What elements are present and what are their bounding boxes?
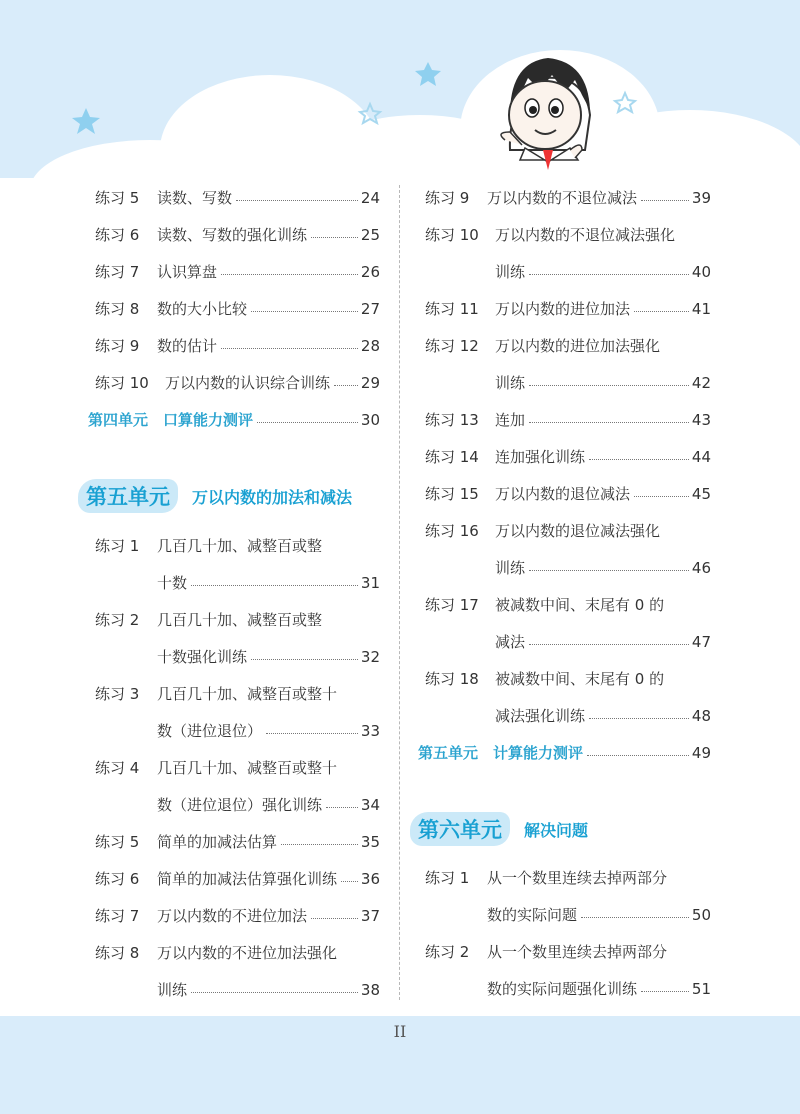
entry-title-cont: 数的实际问题强化训练 [487, 980, 638, 998]
entry-page: 39 [691, 189, 711, 207]
toc-entry-line1[interactable] [95, 534, 380, 558]
entry-title: 万以内数的不进位加法强化 [157, 944, 338, 962]
entry-title-cont: 训练 [495, 559, 526, 577]
entry-page: 36 [360, 870, 380, 888]
toc-entry[interactable] [425, 186, 711, 210]
entry-label: 练习 7 [95, 907, 140, 925]
entry-title: 第五单元 计算能力测评 [418, 744, 584, 762]
entry-title: 万以内数的进位加法 [495, 300, 631, 318]
leader-dots [266, 719, 358, 734]
entry-label: 练习 11 [425, 300, 479, 318]
entry-page: 33 [360, 722, 380, 740]
toc-entry[interactable] [95, 867, 380, 891]
toc-entry-line2[interactable] [495, 630, 711, 654]
toc-entry[interactable] [95, 904, 380, 928]
leader-dots [529, 630, 689, 645]
toc-entry-line1[interactable] [425, 593, 711, 617]
entry-page: 41 [691, 300, 711, 318]
entry-title: 认识算盘 [157, 263, 218, 281]
toc-entry-line2[interactable] [487, 903, 711, 927]
entry-page: 43 [691, 411, 711, 429]
toc-entry-line1[interactable] [95, 682, 380, 706]
entry-title: 简单的加减法估算 [157, 833, 278, 851]
leader-dots [191, 571, 358, 586]
entry-label: 练习 14 [425, 448, 479, 466]
toc-entry-line2[interactable] [487, 977, 711, 1001]
entry-title-cont: 十数强化训练 [157, 648, 248, 666]
entry-label: 练习 2 [95, 611, 140, 629]
entry-page: 51 [691, 980, 711, 998]
toc-entry-line2[interactable] [157, 719, 380, 743]
toc-entry-line2[interactable] [157, 571, 380, 595]
entry-title: 被减数中间、末尾有 0 的 [495, 670, 665, 688]
toc-entry-line2[interactable] [495, 556, 711, 580]
toc-entry-line1[interactable] [425, 334, 711, 358]
entry-title: 几百几十加、减整百或整 [157, 537, 323, 555]
leader-dots [334, 371, 358, 386]
entry-page: 32 [360, 648, 380, 666]
leader-dots [587, 741, 689, 756]
entry-label: 练习 5 [95, 189, 140, 207]
toc-entry[interactable] [95, 186, 380, 210]
entry-title-cont: 减法 [495, 633, 526, 651]
entry-label: 练习 12 [425, 337, 479, 355]
entry-page: 45 [691, 485, 711, 503]
leader-dots [221, 260, 358, 275]
entry-label: 练习 1 [425, 869, 470, 887]
entry-label: 练习 1 [95, 537, 140, 555]
entry-title: 万以内数的不退位减法强化 [495, 226, 676, 244]
toc-entry-line1[interactable] [425, 866, 711, 890]
entry-label: 练习 5 [95, 833, 140, 851]
entry-page: 49 [691, 744, 711, 762]
entry-title: 万以内数的不进位加法 [157, 907, 308, 925]
entry-page: 38 [360, 981, 380, 999]
entry-title: 连加强化训练 [495, 448, 586, 466]
toc-entry[interactable] [95, 830, 380, 854]
entry-label: 练习 16 [425, 522, 479, 540]
entry-title: 数的大小比较 [157, 300, 248, 318]
leader-dots [581, 903, 689, 918]
unit-title: 解决问题 [524, 820, 589, 840]
entry-page: 30 [360, 411, 380, 429]
leader-dots [641, 186, 689, 201]
entry-title: 被减数中间、末尾有 0 的 [495, 596, 665, 614]
leader-dots [529, 371, 689, 386]
entry-title: 第四单元 口算能力测评 [88, 411, 254, 429]
toc-entry-line2[interactable] [495, 260, 711, 284]
entry-title: 几百几十加、减整百或整十 [157, 759, 338, 777]
entry-title-cont: 训练 [157, 981, 188, 999]
toc-entry-line2[interactable] [157, 793, 380, 817]
entry-page: 31 [360, 574, 380, 592]
unit-badge: 第六单元 [410, 812, 510, 846]
toc-entry[interactable] [425, 482, 711, 506]
toc-entry-line1[interactable] [425, 940, 711, 964]
entry-title-cont: 十数 [157, 574, 188, 592]
leader-dots [326, 793, 358, 808]
toc-entry[interactable] [425, 445, 711, 469]
unit-badge: 第五单元 [78, 479, 178, 513]
leader-dots [236, 186, 358, 201]
toc-entry[interactable] [95, 297, 380, 321]
toc-entry-line1[interactable] [95, 941, 380, 965]
entry-title: 读数、写数 [157, 189, 233, 207]
toc-entry[interactable] [425, 408, 711, 432]
leader-dots [641, 977, 689, 992]
leader-dots [634, 297, 689, 312]
entry-label: 练习 9 [425, 189, 470, 207]
leader-dots [529, 556, 689, 571]
leader-dots [529, 260, 689, 275]
entry-page: 34 [360, 796, 380, 814]
toc-entry-line2[interactable] [495, 371, 711, 395]
entry-page: 26 [360, 263, 380, 281]
entry-label: 练习 9 [95, 337, 140, 355]
toc-entry[interactable] [95, 334, 380, 358]
leader-dots [251, 297, 358, 312]
entry-page: 28 [360, 337, 380, 355]
entry-page: 47 [691, 633, 711, 651]
entry-page: 27 [360, 300, 380, 318]
toc-entry-line1[interactable] [425, 519, 711, 543]
entry-title: 简单的加减法估算强化训练 [157, 870, 338, 888]
toc-entry[interactable] [95, 260, 380, 284]
entry-title: 万以内数的认识综合训练 [165, 374, 331, 392]
toc-entry-line1[interactable] [425, 667, 711, 691]
leader-dots [311, 223, 358, 238]
entry-title: 从一个数里连续去掉两部分 [487, 869, 668, 887]
entry-label: 练习 6 [95, 226, 140, 244]
toc-entry-line2[interactable] [157, 645, 380, 669]
unit-title: 万以内数的加法和减法 [192, 487, 353, 507]
entry-page: 29 [360, 374, 380, 392]
entry-page: 48 [691, 707, 711, 725]
entry-title: 几百几十加、减整百或整 [157, 611, 323, 629]
leader-dots [311, 904, 358, 919]
entry-title-cont: 训练 [495, 263, 526, 281]
toc-entry-line2[interactable] [495, 704, 711, 728]
entry-page: 25 [360, 226, 380, 244]
leader-dots [191, 978, 358, 993]
entry-label: 练习 2 [425, 943, 470, 961]
leader-dots [251, 645, 358, 660]
entry-label: 练习 6 [95, 870, 140, 888]
unit5-heading [78, 478, 352, 514]
leader-dots [589, 704, 689, 719]
toc-entry-line2[interactable] [157, 978, 380, 1002]
entry-label: 练习 18 [425, 670, 479, 688]
entry-page: 44 [691, 448, 711, 466]
entry-title: 万以内数的退位减法 [495, 485, 631, 503]
leader-dots [634, 482, 689, 497]
toc-entry[interactable] [95, 223, 380, 247]
entry-label: 练习 13 [425, 411, 479, 429]
toc-entry[interactable] [95, 371, 380, 395]
entry-page: 50 [691, 906, 711, 924]
leader-dots [281, 830, 358, 845]
entry-title: 数的估计 [157, 337, 218, 355]
unit5-test-entry[interactable] [418, 741, 711, 765]
column-divider [399, 185, 400, 1000]
entry-page: 42 [691, 374, 711, 392]
unit6-heading [410, 811, 588, 847]
entry-page: 40 [691, 263, 711, 281]
entry-label: 练习 17 [425, 596, 479, 614]
entry-label: 练习 15 [425, 485, 479, 503]
entry-title-cont: 训练 [495, 374, 526, 392]
entry-title-cont: 数（进位退位） [157, 722, 263, 740]
toc-entry[interactable] [425, 297, 711, 321]
entry-label: 练习 3 [95, 685, 140, 703]
entry-page: 37 [360, 907, 380, 925]
entry-title: 读数、写数的强化训练 [157, 226, 308, 244]
entry-label: 练习 10 [95, 374, 149, 392]
entry-title: 几百几十加、减整百或整十 [157, 685, 338, 703]
entry-label: 练习 10 [425, 226, 479, 244]
entry-title: 万以内数的退位减法强化 [495, 522, 661, 540]
unit4-test-entry[interactable] [88, 408, 380, 432]
leader-dots [257, 408, 358, 423]
entry-label: 练习 4 [95, 759, 140, 777]
entry-label: 练习 7 [95, 263, 140, 281]
entry-page: 46 [691, 559, 711, 577]
entry-page: 35 [360, 833, 380, 851]
entry-title: 连加 [495, 411, 526, 429]
entry-title-cont: 数（进位退位）强化训练 [157, 796, 323, 814]
entry-title: 从一个数里连续去掉两部分 [487, 943, 668, 961]
entry-page: 24 [360, 189, 380, 207]
toc-entry-line1[interactable] [425, 223, 711, 247]
entry-label: 练习 8 [95, 944, 140, 962]
entry-title-cont: 数的实际问题 [487, 906, 578, 924]
entry-label: 练习 8 [95, 300, 140, 318]
leader-dots [221, 334, 358, 349]
entry-title: 万以内数的进位加法强化 [495, 337, 661, 355]
toc-entry-line1[interactable] [95, 608, 380, 632]
toc-entry-line1[interactable] [95, 756, 380, 780]
page-number: II [393, 1022, 407, 1041]
entry-title-cont: 减法强化训练 [495, 707, 586, 725]
leader-dots [341, 867, 358, 882]
entry-title: 万以内数的不退位减法 [487, 189, 638, 207]
leader-dots [589, 445, 689, 460]
leader-dots [529, 408, 689, 423]
